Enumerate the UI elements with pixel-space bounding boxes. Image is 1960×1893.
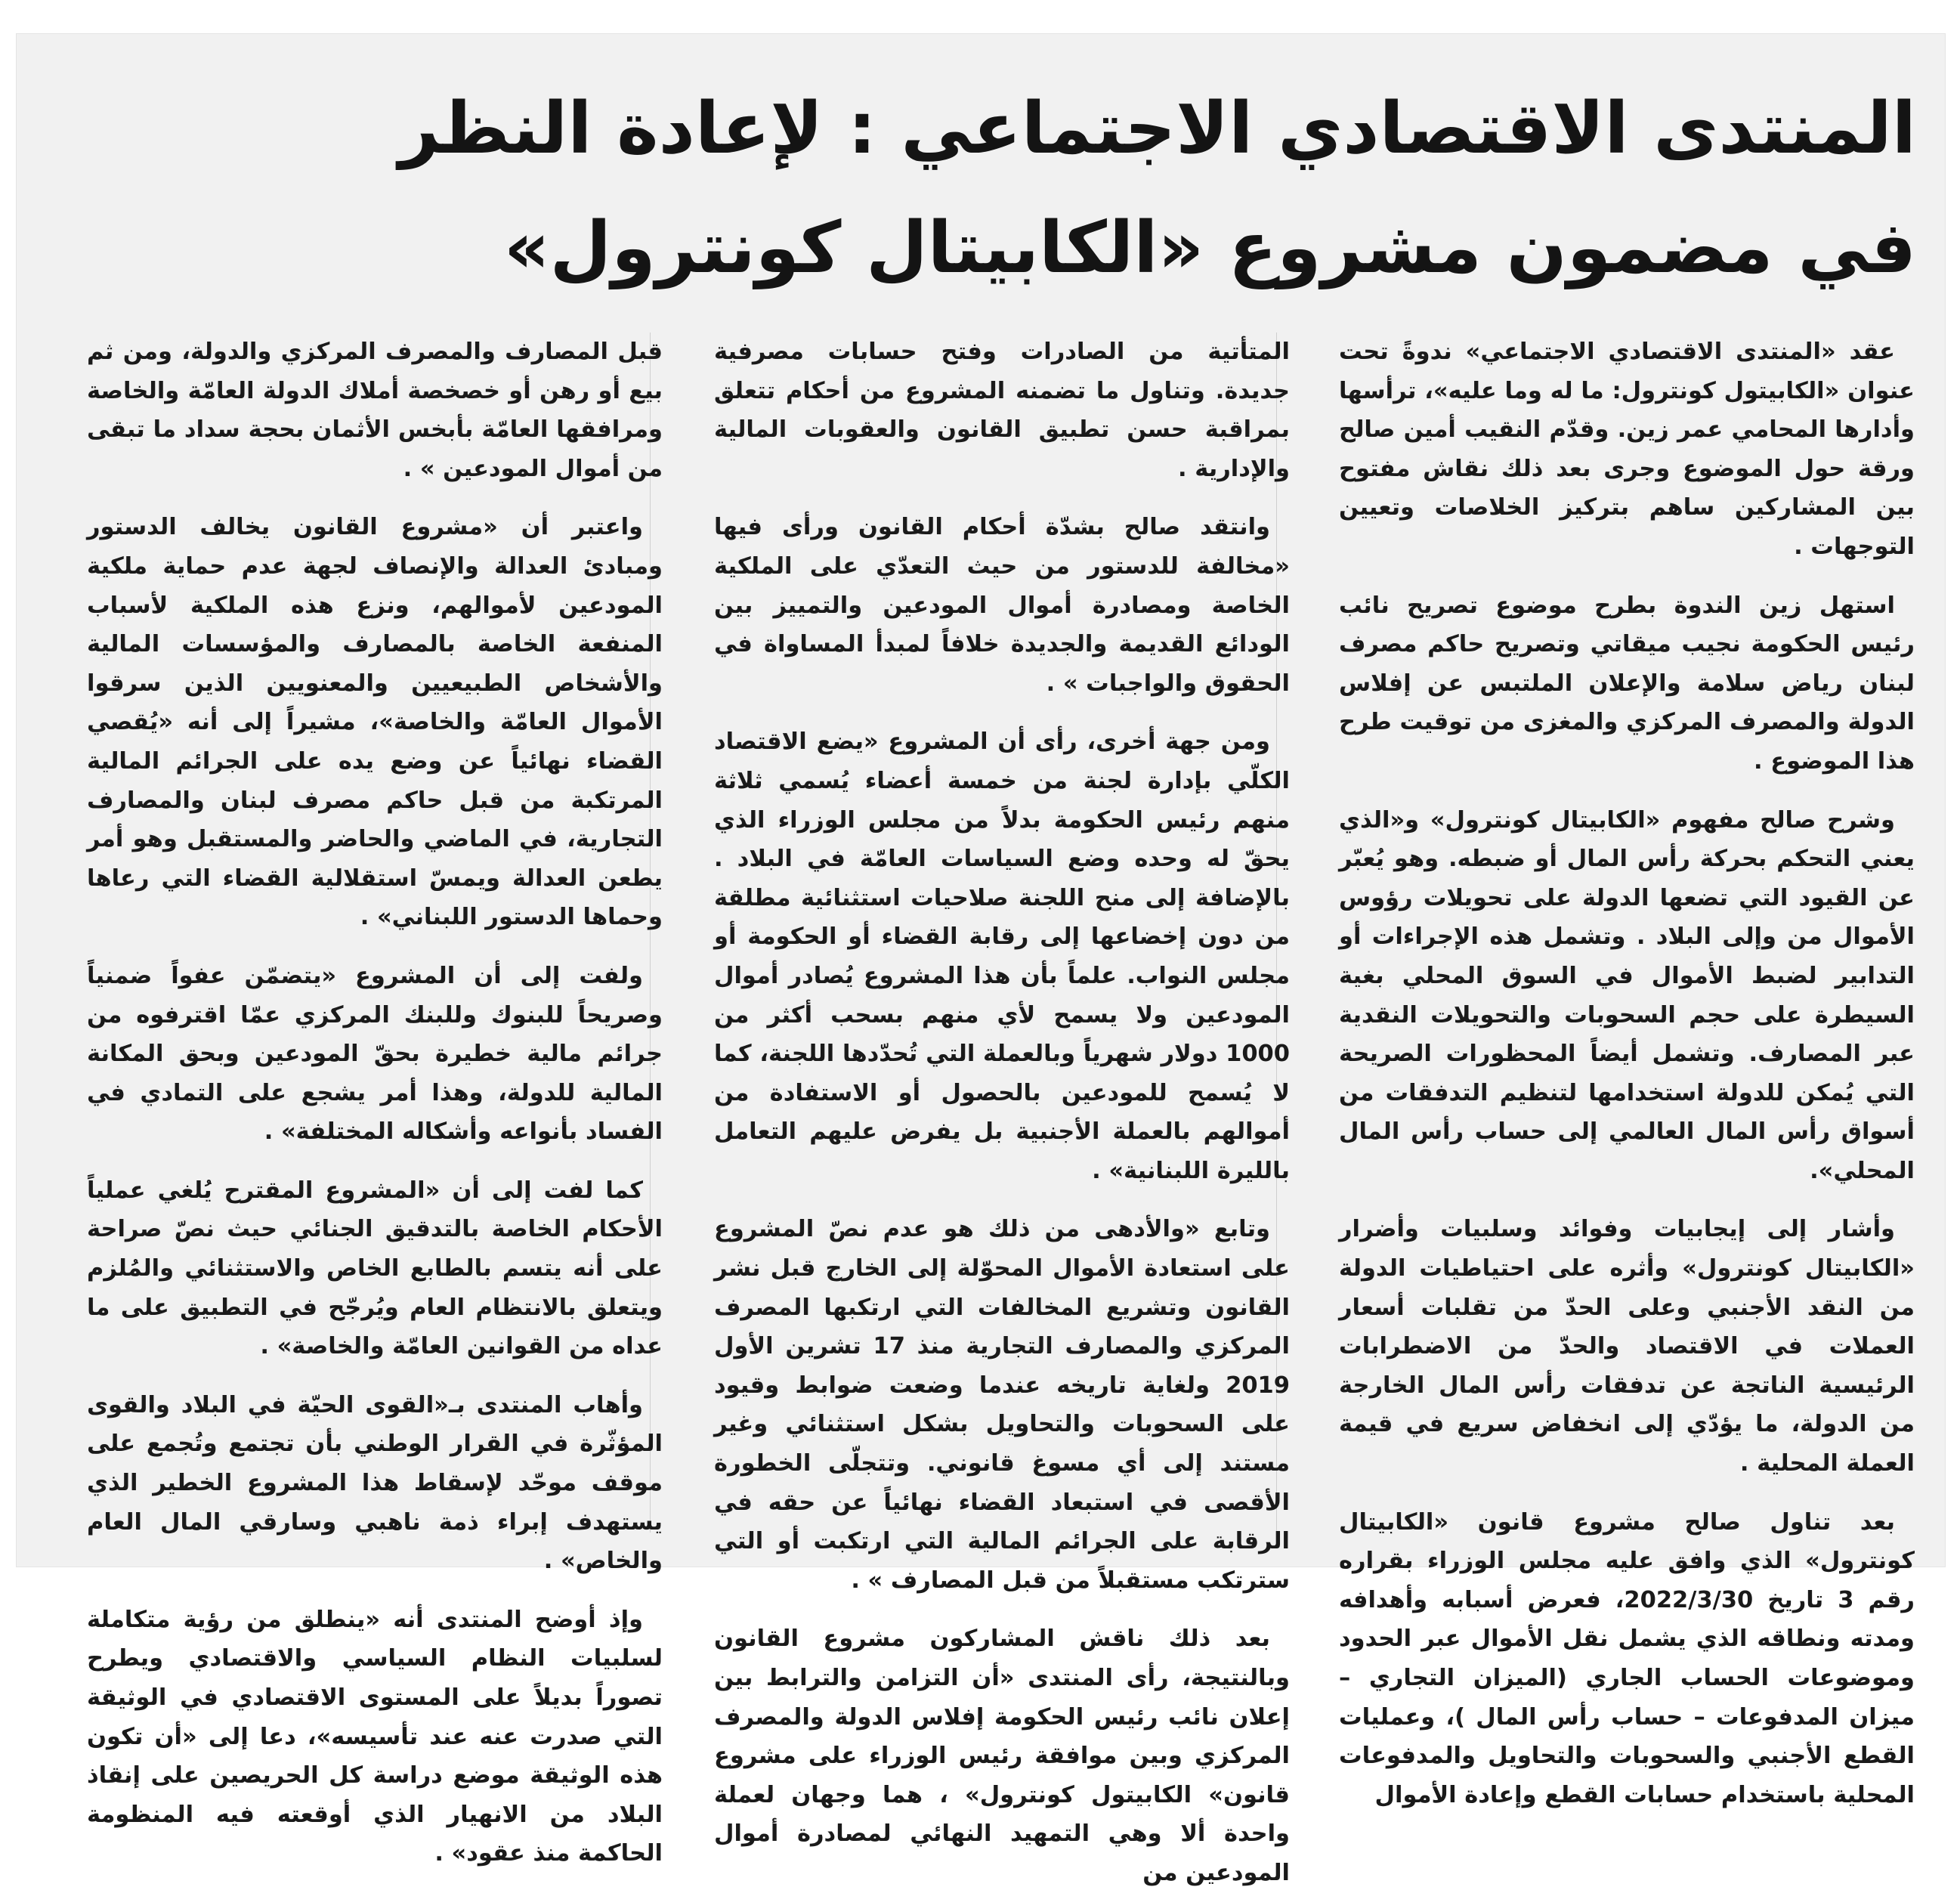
headline-line-2: في مضمون مشروع «الكابيتال كونترول» [503,207,1916,289]
paragraph: عقد «المنتدى الاقتصادي الاجتماعي» ندوةً تحت عنوان «الكابيتول كونترول: ما له وما عليه»، ترأسها وأدارها المحامي عمر زين. وقدّم النقيب أمين صالح ورقة حول الموضوع وجرى بعد ذلك نقاش مفتوح بين المشاركين ساهم بتركيز الخلاصات وتعيين التوجهات . [1339,339,1915,560]
paragraph: وإذ أوضح المنتدى أنه «ينطلق من رؤية متكاملة لسلبيات النظام السياسي والاقتصادي ويطرح تصوراً بديلاً على المستوى الاقتصادي في الوثيقة التي صدرت عنه عند تأسيسه»، دعا إلى «أن تكون هذه الوثيقة موضع دراسة كل الحريصين على إنقاذ البلاد من الانهيار الذي أوقعته فيه المنظومة الحاكمة منذ عقود» . [87,1606,663,1867]
paragraph: وأهاب المنتدى بـ«القوى الحيّة في البلاد والقوى المؤثّرة في القرار الوطني بأن تجتمع وتُجمع على موقف موحّد لإسقاط هذا المشروع الخطير الذي يستهدف إبراء ذمة ناهبي وسارقي المال العام والخاص» . [87,1391,663,1575]
article-column-3 [87,333,663,1867]
paragraph: المتأتية من الصادرات وفتح حسابات مصرفية جديدة. وتناول ما تضمنه المشروع من أحكام تتعلق بمراقبة حسن تطبيق القانون والعقوبات المالية والإدارية . [714,339,1290,482]
paragraph: واعتبر أن «مشروع القانون يخالف الدستور ومبادئ العدالة والإنصاف لجهة عدم حماية ملكية المودعين لأموالهم، ونزع هذه الملكية لأسباب المنفعة الخاصة بالمصارف والمؤسسات المالية والأشخاص الطبيعيين والمعنويين الذين سرقوا الأموال العامّة والخاصة»، مشيراً إلى أنه «يُقصي القضاء نهائياً عن وضع يده على الجرائم المالية المرتكبة من قبل حاكم مصرف لبنان والمصارف التجارية، في الماضي والحاضر والمستقبل وهو أمر يطعن العدالة ويمسّ استقلالية القضاء التي رعاها وحماها الدستور اللبناني» . [87,514,663,931]
paragraph: وانتقد صالح بشدّة أحكام القانون ورأى فيها «مخالفة للدستور من حيث التعدّي على الملكية الخاصة ومصادرة أموال المودعين والتمييز بين الودائع القديمة والجديدة خلافاً لمبدأ المساواة في الحقوق والواجبات » . [714,514,1290,697]
paragraph: ولفت إلى أن المشروع «يتضمّن عفواً ضمنياً وصريحاً للبنوك وللبنك المركزي عمّا اقترفوه من جرائم مالية خطيرة بحقّ المودعين وبحق المكانة المالية للدولة، وهذا أمر يشجع على التمادي في الفساد بأنواعه وأشكاله المختلفة» . [87,962,663,1146]
paragraph: بعد تناول صالح مشروع قانون «الكابيتال كونترول» الذي وافق عليه مجلس الوزراء بقراره رقم 3 تاريخ 2022/3/30، فعرض أسبابه وأهدافه ومدته ونطاقه الذي يشمل نقل الأموال عبر الحدود وموضوعات الحساب الجاري (الميزان التجاري – ميزان المدفوعات – حساب رأس المال )، وعمليات القطع الأجنبي والسحوبات والتحاويل والمدفوعات المحلية باستخدام حسابات القطع وإعادة الأموال [1339,1508,1915,1808]
headline-line-1: المنتدى الاقتصادي الاجتماعي : لإعادة النظر [398,88,1916,170]
article-headline [103,70,1916,308]
paragraph: استهل زين الندوة بطرح موضوع تصريح نائب رئيس الحكومة نجيب ميقاتي وتصريح حاكم مصرف لبنان رياض سلامة والإعلان الملتبس عن إفلاس الدولة والمصرف المركزي والمغزى من توقيت طرح هذا الموضوع . [1339,592,1915,775]
article-column-1 [1339,333,1915,1808]
paragraph: وأشار إلى إيجابيات وفوائد وسلبيات وأضرار «الكابيتال كونترول» وأثره على احتياطيات الدولة من النقد الأجنبي وعلى الحدّ من تقلبات أسعار العملات في الاقتصاد والحدّ من الاضطرابات الرئيسية الناتجة عن تدفقات رأس المال الخارجة من الدولة، ما يؤدّي إلى انخفاض سريع في قيمة العملة المحلية . [1339,1216,1915,1477]
paragraph: وتابع «والأدهى من ذلك هو عدم نصّ المشروع على استعادة الأموال المحوّلة إلى الخارج قبل نشر القانون وتشريع المخالفات التي ارتكبها المصرف المركزي والمصارف التجارية منذ 17 تشرين الأول 2019 ولغاية تاريخه عندما وضعت ضوابط وقيود على السحوبات والتحاويل بشكل استثنائي وغير مستند إلى أي مسوغ قانوني. وتتجلّى الخطورة الأقصى في استبعاد القضاء نهائياً عن حقه في الرقابة على الجرائم المالية التي ارتكبت أو التي سترتكب مستقبلاً من قبل المصارف » . [714,1216,1290,1594]
paragraph: قبل المصارف والمصرف المركزي والدولة، ومن ثم بيع أو رهن أو خصخصة أملاك الدولة العامّة والخاصة ومرافقها العامّة بأبخس الأثمان بحجة سداد ما تبقى من أموال المودعين » . [87,339,663,482]
paragraph: ومن جهة أخرى، رأى أن المشروع «يضع الاقتصاد الكلّي بإدارة لجنة من خمسة أعضاء يُسمي ثلاثة منهم رئيس الحكومة بدلاً من مجلس الوزراء الذي يحقّ له وحده وضع السياسات العامّة في البلاد . بالإضافة إلى منح اللجنة صلاحيات استثنائية مطلقة من دون إخضاعها إلى رقابة القضاء أو الحكومة أو مجلس النواب. علماً بأن هذا المشروع يُصادر أموال المودعين ولا يسمح لأي منهم بسحب أكثر من 1000 دولار شهرياً وبالعملة التي تُحدّدها اللجنة، كما لا يُسمح للمودعين بالحصول أو الاستفادة من أموالهم بالعملة الأجنبية بل يفرض عليهم التعامل بالليرة اللبنانية» . [714,728,1290,1184]
paragraph: كما لفت إلى أن «المشروع المقترح يُلغي عملياً الأحكام الخاصة بالتدقيق الجنائي حيث نصّ صراحة على أنه يتسم بالطابع الخاص والاستثنائي والمُلزم ويتعلق بالانتظام العام ويُرجّح في التطبيق على ما عداه من القوانين العامّة والخاصة» . [87,1177,663,1360]
article-column-2 [714,333,1290,1886]
paragraph: بعد ذلك ناقش المشاركون مشروع القانون وبالنتيجة، رأى المنتدى «أن التزامن والترابط بين إعلان نائب رئيس الحكومة إفلاس الدولة والمصرف المركزي وبين موافقة رئيس الوزراء على مشروع قانون» الكابيتول كونترول» ، هما وجهان لعملة واحدة ألا وهي التمهيد النهائي لمصادرة أموال المودعين من [714,1625,1290,1886]
paragraph: وشرح صالح مفهوم «الكابيتال كونترول» و«الذي يعني التحكم بحركة رأس المال أو ضبطه. وهو يُعبّر عن القيود التي تضعها الدولة على تحويلات رؤوس الأموال من وإلى البلاد . وتشمل هذه الإجراءات أو التدابير لضبط الأموال في السوق المحلي بغية السيطرة على حجم السحوبات والتحويلات النقدية عبر المصارف. وتشمل أيضاً المحظورات الصريحة التي يُمكن للدولة استخدامها لتنظيم التدفقات من أسواق رأس المال العالمي إلى حساب رأس المال المحلي». [1339,806,1915,1184]
